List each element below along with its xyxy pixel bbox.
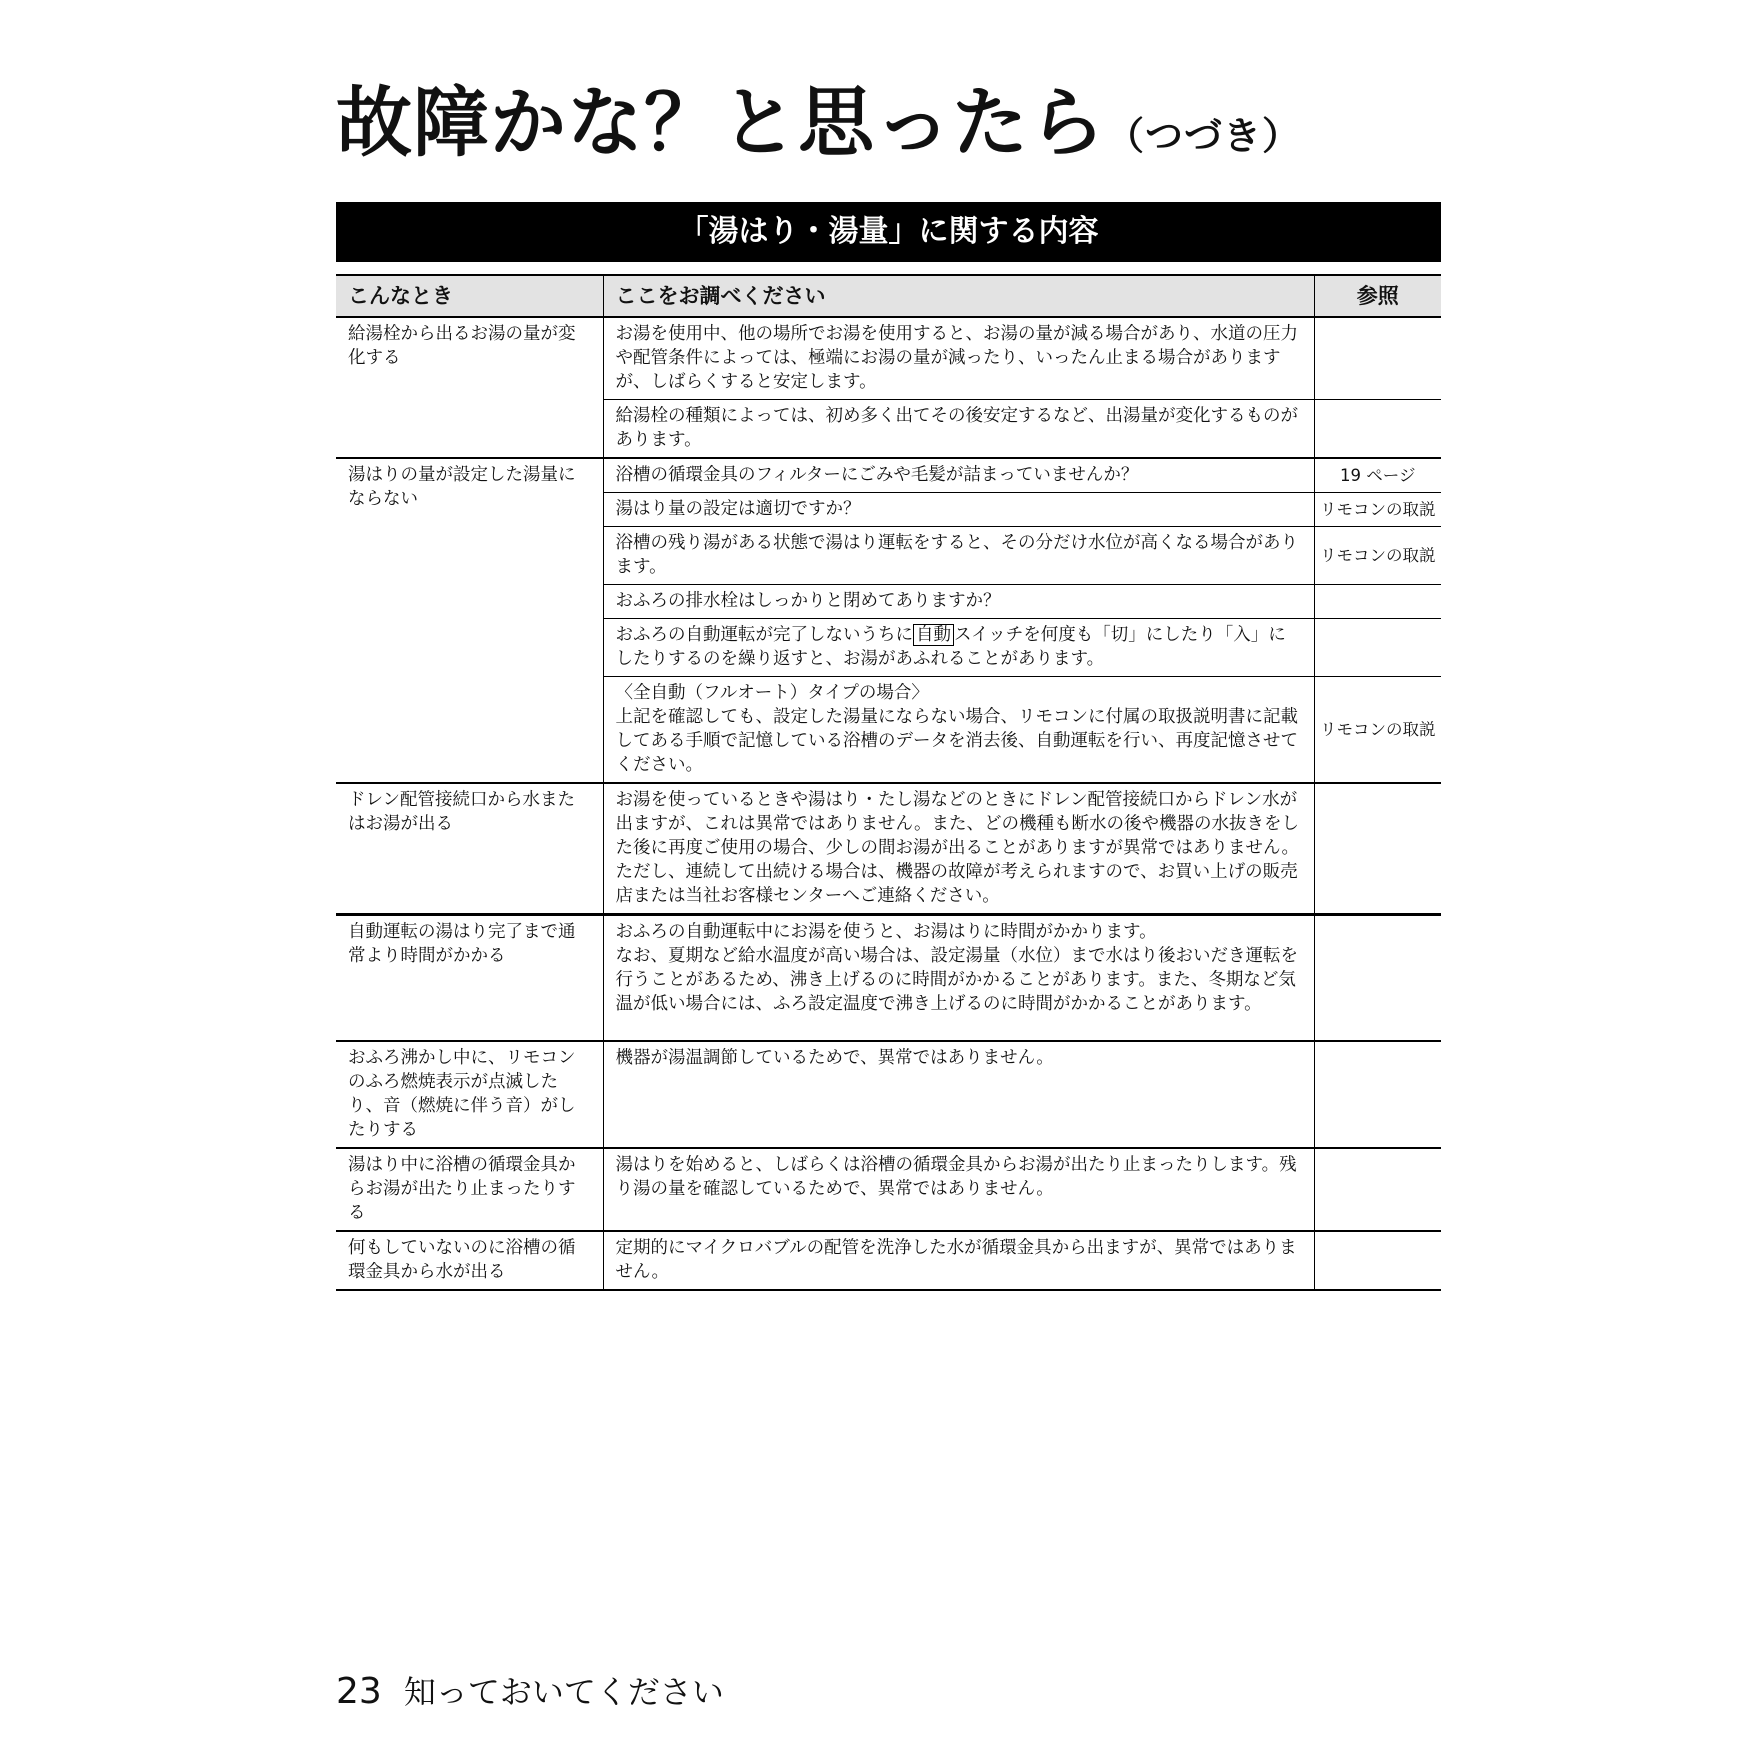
reference-cell [1314,915,1441,1041]
check-cell: 機器が湯温調節しているためで、異常ではありません。 [603,1041,1314,1148]
check-cell: 浴槽の残り湯がある状態で湯はり運転をすると、その分だけ水位が高くなる場合があります。 [603,527,1314,585]
reference-cell: リモコンの取説 [1314,677,1441,784]
page-footer [336,1670,724,1714]
check-cell: 給湯栓の種類によっては、初め多く出てその後安定するなど、出湯量が変化するものがあります。 [603,400,1314,459]
check-cell: 浴槽の循環金具のフィルターにごみや毛髪が詰まっていませんか？ [603,458,1314,493]
reference-cell [1314,400,1441,459]
symptom-cell: ドレン配管接続口から水またはお湯が出る [336,783,603,915]
symptom-cell: 湯はり中に浴槽の循環金具からお湯が出たり止まったりする [336,1148,603,1231]
page-title-suffix: （つづき） [1106,114,1302,158]
column-header-reference: 参照 [1314,275,1441,317]
check-cell: お湯を使用中、他の場所でお湯を使用すると、お湯の量が減る場合があり、水道の圧力や配管条件によっては、極端にお湯の量が減ったり、いったん止まる場合がありますが、しばらくすると安定します。 [603,317,1314,400]
check-cell: 定期的にマイクロバブルの配管を洗浄した水が循環金具から出ますが、異常ではありません。 [603,1231,1314,1290]
check-text: おふろの自動運転中にお湯を使うと、お湯はりに時間がかかります。 [615,922,1157,942]
check-cell [603,619,1314,677]
table-row [336,317,1441,400]
page-title [336,78,1301,181]
symptom-cell: 何もしていないのに浴槽の循環金具から水が出る [336,1231,603,1290]
table-row [336,1041,1441,1148]
reference-cell: リモコンの取説 [1314,493,1441,527]
page-number: 23 [336,1671,382,1712]
check-text: おふろの自動運転が完了しないうちに [615,625,913,645]
symptom-cell: 湯はりの量が設定した湯量にならない [336,458,603,783]
table-header-row [336,275,1441,317]
reference-cell: 19 ページ [1314,458,1441,493]
reference-cell [1314,783,1441,915]
check-cell [603,915,1314,1041]
reference-cell [1314,619,1441,677]
symptom-cell: 自動運転の湯はり完了まで通常より時間がかかる [336,915,603,1041]
table-row [336,458,1441,493]
table-row [336,783,1441,915]
table-row [336,1148,1441,1231]
symptom-cell: 給湯栓から出るお湯の量が変化する [336,317,603,458]
reference-cell [1314,317,1441,400]
reference-cell [1314,1041,1441,1148]
footer-section-name: 知っておいてください [403,1673,724,1711]
check-cell: 湯はりを始めると、しばらくは浴槽の循環金具からお湯が出たり止まったりします。残り湯の量を確認しているためで、異常ではありません。 [603,1148,1314,1231]
check-cell [603,677,1314,784]
check-cell: 湯はり量の設定は適切ですか？ [603,493,1314,527]
reference-cell [1314,585,1441,619]
reference-cell [1314,1231,1441,1290]
check-text: 上記を確認しても、設定した湯量にならない場合、リモコンに付属の取扱説明書に記載してある手順で記憶している浴槽のデータを消去後、自動運転を行い、再度記憶させてください。 [615,707,1298,775]
reference-cell: リモコンの取説 [1314,527,1441,585]
check-heading: 〈全自動（フルオート）タイプの場合〉 [615,683,929,703]
symptom-cell: おふろ沸かし中に、リモコンのふろ燃焼表示が点滅したり、音（燃焼に伴う音）がしたりする [336,1041,603,1148]
column-header-symptom: こんなとき [336,275,603,317]
table-row [336,1231,1441,1290]
troubleshooting-table [336,274,1441,1291]
reference-cell [1314,1148,1441,1231]
section-heading-bar: 「湯はり・湯量」に関する内容 [336,202,1441,262]
check-cell: おふろの排水栓はしっかりと閉めてありますか？ [603,585,1314,619]
check-cell: お湯を使っているときや湯はり・たし湯などのときにドレン配管接続口からドレン水が出ますが、これは異常ではありません。また、どの機種も断水の後や機器の水抜きをした後に再度ご使用の場合、少しの間お湯が出ることがありますが異常ではありません。ただし、連続して出続ける場合は、機器の故障が考えられますので、お買い上げの販売店または当社お客様センターへご連絡ください。 [603,783,1314,915]
column-header-check: ここをお調べください [603,275,1314,317]
check-text: なお、夏期など給水温度が高い場合は、設定湯量（水位）まで水はり後おいだき運転を行うことがあるため、沸き上げるのに時間がかかることがあります。また、冬期など気温が低い場合には、ふろ設定温度で沸き上げるのに時間がかかることがあります。 [615,946,1298,1014]
check-text: スイッチを何度も「切」にしたり「入」にしたりするのを繰り返すと、お湯があふれることがあります。 [615,625,1286,669]
table-row [336,915,1441,1041]
auto-button-label: 自動 [913,624,954,646]
page-title-main: 故障かな？と思ったら [336,78,1106,167]
